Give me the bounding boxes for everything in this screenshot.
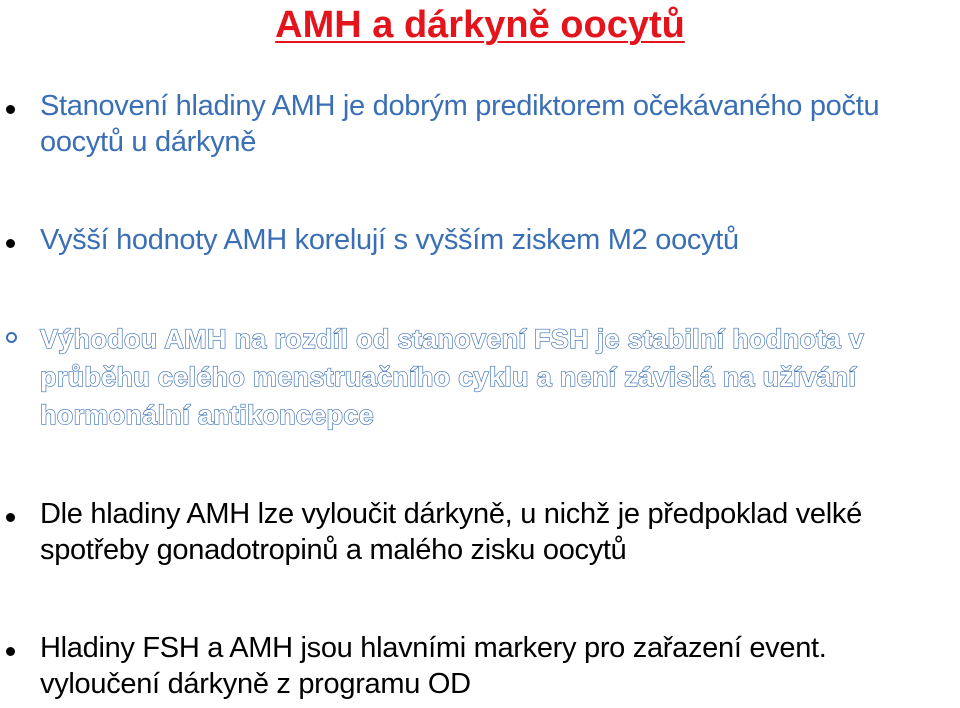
slide-title-text: AMH a dárkyně oocytů [275, 4, 685, 46]
bullet-dot-icon [6, 513, 15, 522]
bullet-text-highlighted: Výhodou AMH na rozdíl od stanovení FSH je stabilní hodnota v průběhu celého menstruačního cyklu a není závislá na užívání hormonální antikoncepce [40, 324, 865, 430]
bullet-dot-icon [6, 647, 15, 656]
bullet-text: Dle hladiny AMH lze vyloučit dárkyně, u nichž je předpoklad velké spotřeby gonadotropinů a malého zisku oocytů [40, 498, 862, 566]
bullet-dot-icon [6, 239, 15, 248]
bullet-dot-icon [6, 105, 15, 114]
bullet-text: Vyšší hodnoty AMH korelují s vyšším ziskem M2 oocytů [40, 224, 739, 256]
bullet-text: Stanovení hladiny AMH je dobrým prediktorem očekávaného počtu oocytů u dárkyně [40, 90, 880, 158]
slide-title [0, 2, 960, 48]
bullet-ring-icon [6, 332, 17, 343]
bullet-text: Hladiny FSH a AMH jsou hlavními markery pro zařazení event. vyloučení dárkyně z programu OD [40, 632, 827, 700]
